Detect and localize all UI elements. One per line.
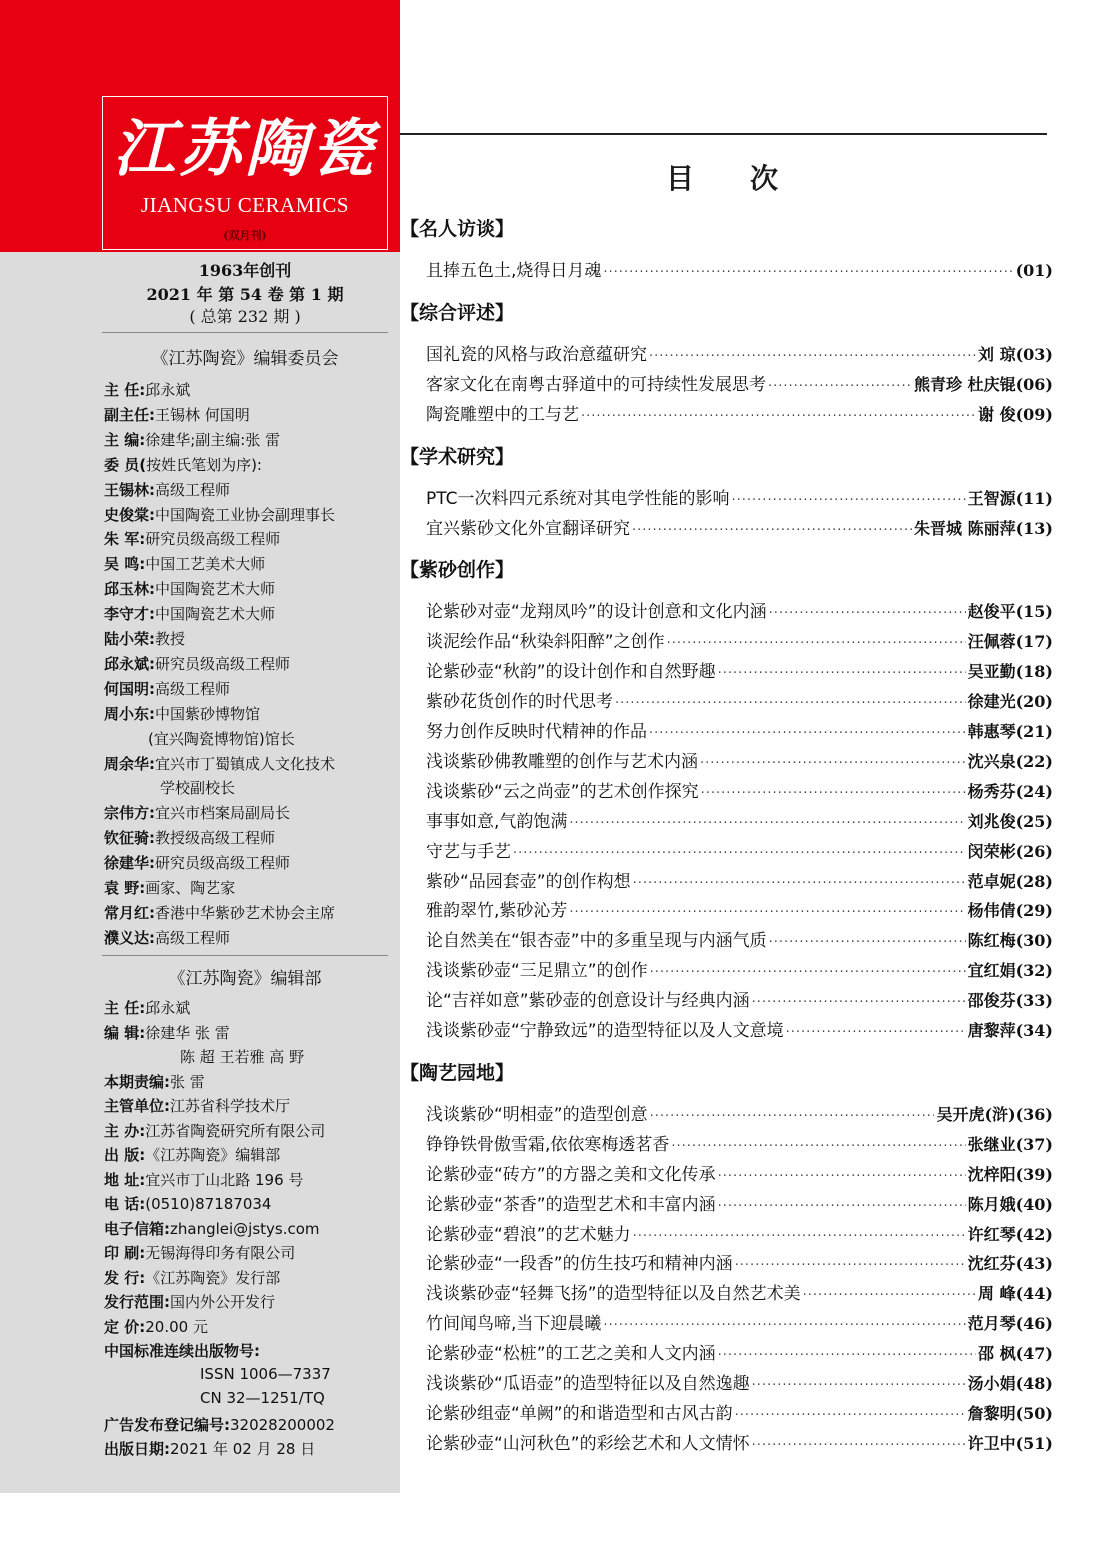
toc-leader-dots [615,696,966,711]
toc-entry[interactable] [426,1369,1053,1395]
toc-entry-title: PTC一次料四元系统对其电学性能的影响 [426,488,730,509]
committee-key: 主 编: [104,430,146,449]
editorial-continuation: ISSN 1006—7337 [200,1364,331,1383]
committee-key: 王锡林: [104,480,155,499]
toc-entry-author-page: 杨伟倩(29) [967,901,1053,921]
committee-row [104,753,335,774]
toc-entry-title: 守艺与手艺 [426,841,511,862]
toc-entry-author-page: 唐黎萍(34) [967,1021,1053,1040]
toc-entry-title: 竹间闻鸟啼,当下迎晨曦 [426,1314,602,1335]
toc-entry-title: 浅谈紫砂“云之尚壶”的艺术创作探究 [426,781,699,802]
committee-value: 研究员级高级工程师 [155,854,291,873]
editorial-key: 出 版: [104,1146,146,1164]
committee-key: 副主任: [104,405,155,424]
editorial-key: 编 辑: [104,1023,146,1042]
toc-leader-dots [803,1288,976,1303]
toc-entry-author-page: 许红琴(42) [967,1224,1053,1244]
toc-entry-title: 浅谈紫砂壶“三足鼎立”的创作 [426,961,648,982]
editorial-key: 主 任: [104,999,146,1017]
editorial-row [104,1267,280,1288]
editorial-row [104,1095,290,1116]
committee-key: 委 员( [104,455,147,474]
toc-entry-author-page: 韩惠琴(21) [967,722,1053,741]
toc-entry-author-page: 沈兴泉(22) [967,751,1053,771]
toc-entry-title: 紫砂“品园套壶”的创作构想 [426,871,631,892]
editorial-row [104,1438,315,1459]
toc-leader-dots [569,905,965,920]
editorial-key: 定 价: [104,1317,146,1336]
committee-value: 中国陶瓷工业协会副理事长 [155,505,336,524]
toc-entry-title: 浅谈紫砂“明相壶”的造型创意 [426,1104,648,1125]
editorial-row [104,997,190,1018]
toc-entry-title: 浅谈紫砂佛教雕塑的创作与艺术内涵 [426,751,698,772]
editorial-key: 中国标准连续出版物号: [104,1342,260,1360]
committee-row [104,528,280,549]
committee-key: 李守才: [104,605,155,624]
committee-row [104,703,260,724]
toc-entry-title: 客家文化在南粤古驿道中的可持续性发展思考 [426,374,766,395]
toc-entry[interactable] [426,687,1053,713]
committee-value: 中国陶瓷艺术大师 [155,605,276,624]
toc-leader-dots [752,1378,966,1393]
committee-key: 周小东: [104,704,155,723]
editorial-value: 《江苏陶瓷》发行部 [145,1268,281,1287]
toc-entry-author-page: 周 峰(44) [978,1284,1053,1304]
editorial-key: 主管单位: [104,1097,170,1115]
toc-entry[interactable] [426,986,1053,1012]
toc-entry[interactable] [426,807,1053,833]
toc-leader-dots [701,786,966,801]
toc-entry[interactable] [426,1249,1053,1275]
toc-entry[interactable] [426,1160,1053,1186]
editorial-row [104,1193,271,1214]
editorial-value: 徐建华 张 雷 [145,1023,230,1042]
toc-section-heading: 【陶艺园地】 [400,1061,515,1084]
toc-leader-dots [633,1229,966,1244]
toc-entry-title: 宜兴紫砂文化外宣翻译研究 [426,518,630,539]
toc-entry[interactable] [426,837,1053,863]
toc-entry-author-page: 汪佩蓉(17) [967,632,1053,652]
toc-entry-author-page: 张继业(37) [967,1134,1053,1154]
toc-entry-author-page: 汤小娟(48) [967,1374,1053,1393]
committee-row [104,802,290,823]
toc-entry[interactable] [426,1130,1053,1156]
toc-leader-dots [649,349,976,364]
toc-entry[interactable] [426,340,1053,366]
editorial-continuation: CN 32—1251/TQ [200,1389,325,1407]
committee-row [104,479,230,500]
editorial-row [104,1022,230,1043]
toc-entry[interactable] [426,256,1053,282]
toc-title: 目次 [666,162,835,195]
toc-entry-title: 陶瓷雕塑中的工与艺 [426,404,579,425]
toc-section-heading: 【综合评述】 [400,301,515,324]
editorial-row [104,1169,303,1190]
toc-leader-dots [768,379,912,394]
toc-entry-author-page: 熊青珍 杜庆锟(06) [914,374,1053,394]
editorial-value: 2021 年 02 月 28 日 [170,1440,316,1458]
toc-entry-author-page: 陈红梅(30) [967,931,1053,951]
toc-leader-dots [718,1348,976,1363]
toc-entry[interactable] [426,1190,1053,1216]
toc-entry[interactable] [426,926,1053,952]
toc-entry-title: 论紫砂壶“碧浪”的艺术魅力 [426,1224,631,1245]
committee-title: 《江苏陶瓷》编辑委员会 [151,349,339,369]
committee-row [104,927,230,948]
toc-entry[interactable] [426,400,1053,426]
toc-entry-author-page: 吴开虎(浒)(36) [936,1104,1053,1124]
committee-continuation: 学校副校长 [160,779,236,798]
toc-entry[interactable] [426,717,1053,743]
toc-leader-dots [700,756,966,771]
editorial-key: 广告发布登记编号: [104,1415,230,1434]
toc-entry[interactable] [426,370,1053,396]
committee-key: 常月红: [104,903,155,922]
toc-entry-title: 努力创作反映时代精神的作品 [426,722,647,742]
sidebar [0,0,400,1493]
editorial-value: 宜兴市丁山北路 196 号 [145,1170,304,1189]
committee-key: 邱永斌: [104,654,155,673]
toc-leader-dots [752,995,966,1010]
toc-leader-dots [603,1318,965,1333]
toc-entry-author-page: 邵俊芬(33) [967,991,1053,1011]
editorial-row [104,1414,335,1435]
toc-entry-title: 论紫砂对壶“龙翔凤吟”的设计创意和文化内涵 [426,602,767,623]
toc-entry-title: 紫砂花货创作的时代思考 [426,692,613,713]
toc-entry-title: 论“吉祥如意”紫砂壶的创意设计与经典内涵 [426,991,750,1012]
toc-entry-author-page: 赵俊平(15) [967,602,1053,622]
divider [102,332,388,333]
committee-value: 中国陶瓷艺术大师 [155,580,276,599]
editorial-value: 江苏省科学技术厅 [170,1097,291,1115]
toc-entry-author-page: 沈红芬(43) [967,1254,1053,1274]
toc-entry-author-page: 宜红娟(32) [967,961,1053,981]
toc-entry[interactable] [426,1399,1053,1425]
editorial-row [104,1120,325,1141]
committee-value: 教授 [155,630,186,648]
editorial-value: 国内外公开发行 [170,1293,276,1311]
committee-value: 高级工程师 [155,679,231,698]
toc-entry[interactable] [426,956,1053,982]
committee-value: 高级工程师 [155,480,231,499]
toc-leader-dots [735,1408,966,1423]
committee-value: 按姓氏笔划为序): [146,455,262,474]
editorial-row [104,1242,295,1263]
editorial-value: 20.00 元 [145,1317,208,1336]
committee-key: 徐建华: [104,854,155,873]
editorial-key: 印 刷: [104,1244,146,1262]
toc-entry[interactable] [426,1100,1053,1126]
committee-value: 王锡林 何国明 [155,405,250,424]
toc-leader-dots [769,606,966,621]
header-rule [400,133,1047,135]
toc-entry-author-page: 范月琴(46) [967,1314,1053,1334]
toc-section-heading: 【学术研究】 [400,445,515,468]
toc-entry[interactable] [426,777,1053,803]
editorial-key: 本期责编: [104,1072,170,1091]
editorial-row [104,1340,260,1361]
toc-entry-title: 论紫砂壶“秋韵”的设计创作和自然野趣 [426,662,716,683]
publication-frequency: (双月刊) [223,229,267,242]
committee-key: 周余华: [104,754,155,773]
toc-entry[interactable] [426,1309,1053,1335]
toc-entry-title: 浅谈紫砂“瓜语壶”的造型特征以及自然逸趣 [426,1374,750,1394]
toc-entry-title: 谈泥绘作品“秋染斜阳醉”之创作 [426,632,665,653]
committee-value: 中国工艺美术大师 [145,555,266,574]
toc-entry[interactable] [426,867,1053,893]
toc-leader-dots [603,265,1013,280]
toc-entry[interactable] [426,896,1053,922]
journal-logo [102,96,388,250]
committee-key: 宗伟方: [104,804,155,823]
editorial-continuation: 陈 超 王若雅 高 野 [180,1048,305,1066]
committee-value: 宜兴市丁蜀镇成人文化技术 [155,754,336,773]
committee-row [104,852,290,873]
committee-value: 画家、陶艺家 [145,879,236,897]
toc-entry-title: 且捧五色土,烧得日月魂 [426,261,602,281]
editorial-key: 电子信箱: [104,1219,170,1238]
editorial-row [104,1071,205,1092]
toc-leader-dots [718,666,966,681]
toc-section-heading: 【紫砂创作】 [400,559,515,582]
toc-entry[interactable] [426,514,1053,540]
committee-key: 史俊棠: [104,505,155,524]
editorial-value: 邱永斌 [145,999,191,1017]
toc-leader-dots [650,965,966,980]
editorial-row [104,1144,280,1165]
editorial-row [104,1316,208,1337]
divider [102,955,388,956]
editorial-key: 发行范围: [104,1293,170,1311]
committee-row [104,827,275,848]
toc-entry-author-page: 吴亚勤(18) [967,662,1053,682]
toc-leader-dots [632,523,912,538]
toc-entry[interactable] [426,747,1053,773]
toc-leader-dots [581,409,976,424]
committee-key: 吴 鸣: [104,555,146,574]
editorial-value: 无锡海得印务有限公司 [145,1244,296,1262]
committee-value: 邱永斌 [145,381,191,399]
toc-leader-dots [513,846,966,861]
toc-entry[interactable] [426,1339,1053,1365]
committee-key: 朱 军: [104,530,146,549]
masthead-block [0,0,400,252]
editorial-key: 主 办: [104,1121,146,1140]
toc-entry[interactable] [426,657,1053,683]
toc-entry-title: 国礼瓷的风格与政治意蕴研究 [426,344,647,365]
editorial-value: 张 雷 [170,1072,205,1091]
committee-key: 何国明: [104,679,155,698]
committee-value: 香港中华紫砂艺术协会主席 [155,903,336,922]
toc-entry-title: 论紫砂壶“茶香”的造型艺术和丰富内涵 [426,1194,716,1215]
toc-leader-dots [649,726,966,741]
editorial-value: 32028200002 [230,1415,335,1434]
editorial-value: 江苏省陶瓷研究所有限公司 [145,1121,326,1140]
committee-value: 宜兴市档案局副局长 [155,804,291,823]
committee-row [104,504,335,525]
committee-row [104,578,275,599]
committee-row [104,653,290,674]
toc-leader-dots [650,1109,935,1124]
toc-entry-title: 浅谈紫砂壶“宁静致远”的造型特征以及人文意境 [426,1021,784,1041]
committee-row [104,877,235,898]
committee-row [104,553,265,574]
editorial-row [104,1291,275,1312]
toc-leader-dots [732,493,966,508]
toc-entry-title: 论紫砂壶“山河秋色”的彩绘艺术和人文情怀 [426,1433,750,1454]
logo-title-en: JIANGSU CERAMICS [140,193,350,217]
toc-entry[interactable] [426,1429,1053,1455]
editorial-key: 地 址: [104,1170,146,1189]
toc-entry[interactable] [426,1279,1053,1305]
committee-row [104,603,275,624]
toc-entry-author-page: 范卓妮(28) [967,871,1053,891]
editorial-value: (0510)87187034 [145,1195,272,1213]
toc-leader-dots [769,935,966,950]
committee-row [104,678,230,699]
editorial-value: 《江苏陶瓷》编辑部 [145,1146,281,1164]
toc-entry-author-page: 徐建光(20) [967,692,1053,712]
toc-entry-author-page: (01) [1015,261,1053,280]
committee-row [104,454,262,475]
toc-entry-title: 论紫砂组壶“单阙”的和谐造型和古风古韵 [426,1403,733,1424]
toc-entry-author-page: 刘 琼(03) [978,344,1053,364]
toc-leader-dots [718,1199,966,1214]
toc-entry-author-page: 王智源(11) [967,488,1053,508]
toc-entry-title: 铮铮铁骨傲雪霜,依依寒梅透茗香 [426,1134,670,1155]
toc-entry-author-page: 朱晋城 陈丽萍(13) [914,518,1053,538]
issue-total: ( 总第 232 期 ) [189,307,301,326]
committee-row [104,628,185,649]
editorial-key: 电 话: [104,1195,146,1213]
toc-entry[interactable] [426,1220,1053,1246]
toc-entry-title: 浅谈紫砂壶“轻舞飞扬”的造型特征以及自然艺术美 [426,1284,801,1305]
toc-leader-dots [735,1258,966,1273]
toc-leader-dots [671,1139,965,1154]
committee-value: 教授级高级工程师 [155,829,276,848]
toc-entry[interactable] [426,484,1053,510]
logo-title-cn: 江苏陶瓷 [112,112,377,185]
toc-entry-title: 雅韵翠竹,紫砂沁芳 [426,901,568,922]
committee-value: 徐建华;副主编:张 雷 [145,430,281,449]
committee-key: 袁 野: [104,879,146,897]
toc-entry-title: 论自然美在“银杏壶”中的多重呈现与内涵气质 [426,931,767,952]
toc-entry-title: 论紫砂壶“一段香”的仿生技巧和精神内涵 [426,1254,733,1275]
toc-entry-author-page: 邵 枫(47) [978,1344,1053,1364]
toc-entry-title: 事事如意,气韵饱满 [426,811,568,832]
toc-leader-dots [633,876,966,891]
committee-value: 研究员级高级工程师 [155,654,291,673]
committee-value: 研究员级高级工程师 [145,530,281,549]
toc-entry[interactable] [426,1016,1053,1042]
toc-entry-author-page: 刘兆俊(25) [967,811,1053,831]
toc-leader-dots [752,1438,966,1453]
editorial-value: zhanglei@jstys.com [170,1219,320,1238]
toc-entry-author-page: 詹黎明(50) [967,1403,1053,1423]
committee-value: 高级工程师 [155,928,231,947]
committee-continuation: (宜兴陶瓷博物馆)馆长 [148,729,295,748]
editorial-key: 发 行: [104,1268,146,1287]
toc-entry-author-page: 杨秀芬(24) [967,781,1053,801]
toc-leader-dots [786,1025,966,1040]
toc-entry-author-page: 陈月娥(40) [967,1194,1053,1214]
committee-row [104,429,280,450]
toc-entry-author-page: 沈梓阳(39) [967,1164,1053,1184]
committee-key: 主 任: [104,381,146,399]
toc-section-heading: 【名人访谈】 [400,218,515,240]
toc-entry-author-page: 谢 俊(09) [978,404,1053,424]
editorial-title: 《江苏陶瓷》编辑部 [168,969,322,989]
committee-value: 中国紫砂博物馆 [155,704,261,723]
committee-row [104,379,190,400]
editorial-row [104,1218,320,1239]
toc-leader-dots [569,816,965,831]
issue-volume: 2021 年 第 54 卷 第 1 期 [146,285,344,304]
committee-key: 陆小荣: [104,630,155,648]
toc-entry-title: 论紫砂壶“松桩”的工艺之美和人文内涵 [426,1344,716,1365]
committee-key: 濮义达: [104,928,155,947]
toc-entry-author-page: 许卫中(51) [967,1433,1053,1453]
toc-entry-author-page: 闵荣彬(26) [967,841,1053,861]
committee-row [104,404,250,425]
editorial-key: 出版日期: [104,1440,170,1458]
founded-year: 1963年创刊 [198,261,292,280]
toc-leader-dots [718,1169,966,1184]
toc-leader-dots [667,636,966,651]
committee-key: 钦征骑: [104,829,155,848]
toc-entry[interactable] [426,597,1053,623]
toc-entry-title: 论紫砂壶“砖方”的方器之美和文化传承 [426,1164,716,1185]
committee-key: 邱玉林: [104,580,155,599]
toc-entry[interactable] [426,627,1053,653]
committee-row [104,902,335,923]
